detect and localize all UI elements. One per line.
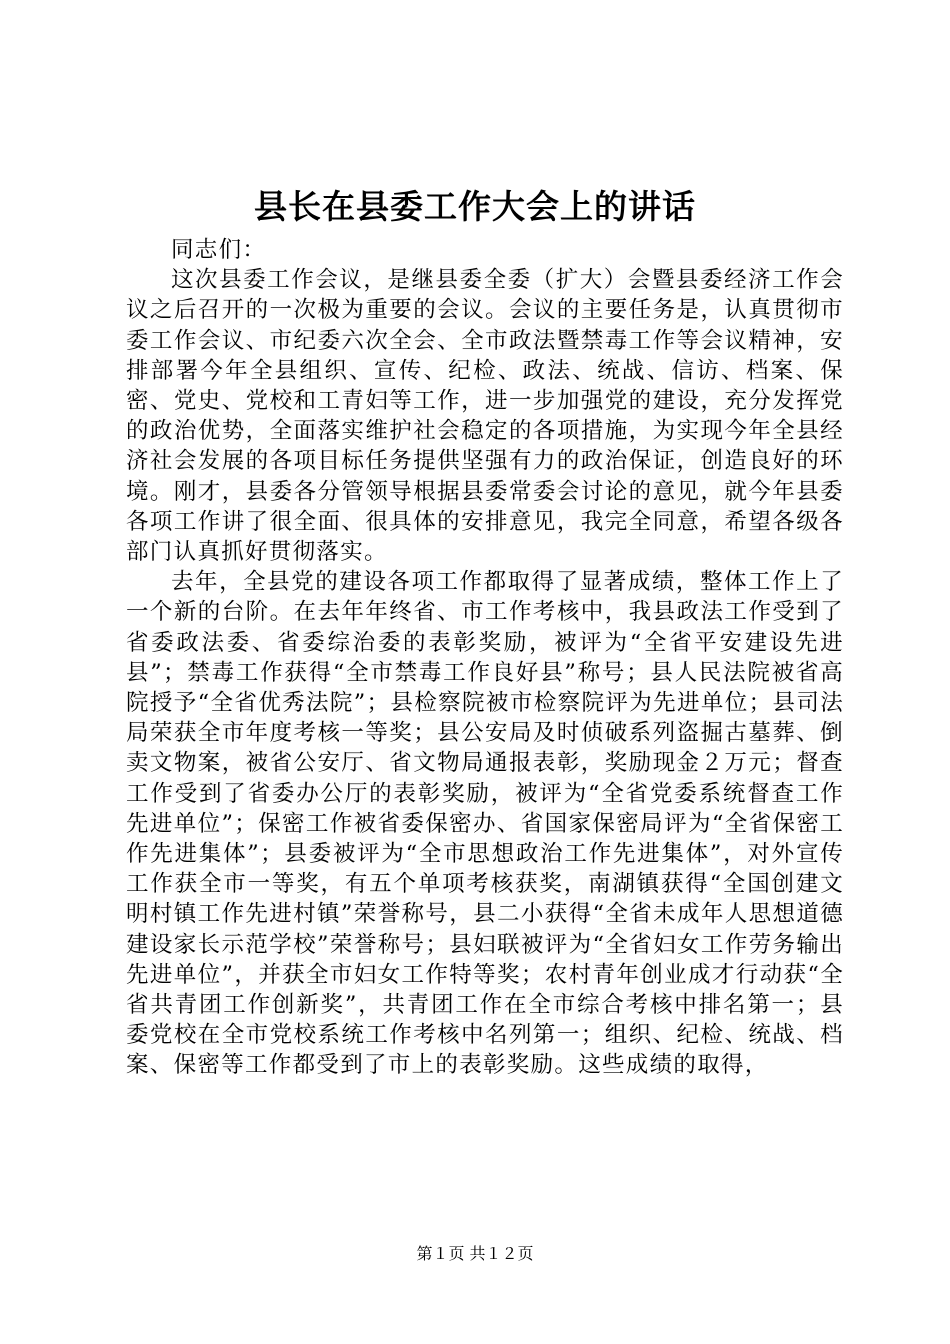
document-title: 县长在县委工作大会上的讲话 xyxy=(254,187,696,226)
salutation-paragraph: 同志们： xyxy=(171,237,267,263)
document-body xyxy=(126,235,844,1081)
body-paragraph-2: 去年，全县党的建设各项工作都取得了显著成绩，整体工作上了一个新的台阶。在去年年终省、市工作考核中，我县政法工作受到了省委政法委、省委综治委的表彰奖励，被评为“全省平安建设先进县”；禁毒工作获得“全市禁毒工作良好县”称号；县人民法院被省高院授予“全省优秀法院”；县检察院被市检察院评为先进单位；县司法局荣获全市年度考核一等奖；县公安局及时侦破系列盗掘古墓葬、倒卖文物案，被省公安厅、省文物局通报表彰，奖励现金２万元；督查工作受到了省委办公厅的表彰奖励，被评为“全省党委系统督查工作先进单位”；保密工作被省委保密办、省国家保密局评为“全省保密工作先进集体”；县委被评为“全市思想政治工作先进集体”，对外宣传工作获全市一等奖，有五个单项考核获奖，南湖镇获得“全国创建文明村镇工作先进村镇”荣誉称号，县二小获得“全省未成年人思想道德建设家长示范学校”荣誉称号；县妇联被评为“全省妇女工作劳务输出先进单位”，并获全市妇女工作特等奖；农村青年创业成才行动获“全省共青团工作创新奖”，共青团工作在全市综合考核中排名第一；县委党校在全市党校系统工作考核中名列第一；组织、纪检、统战、档案、保密等工作都受到了市上的表彰奖励。这些成绩的取得， xyxy=(126,569,844,1079)
page-number-footer: 第１页 共１２页 xyxy=(416,1244,534,1263)
body-paragraph-1: 这次县委工作会议，是继县委全委（扩大）会暨县委经济工作会议之后召开的一次极为重要的会议。会议的主要任务是，认真贯彻市委工作会议、市纪委六次全会、全市政法暨禁毒工作等会议精神，安排部署今年全县组织、宣传、纪检、政法、统战、信访、档案、保密、党史、党校和工青妇等工作，进一步加强党的建设，充分发挥党的政治优势，全面落实维护社会稳定的各项措施，为实现今年全县经济社会发展的各项目标任务提供坚强有力的政治保证，创造良好的环境。刚才，县委各分管领导根据县委常委会讨论的意见，就今年县委各项工作讲了很全面、很具体的安排意见，我完全同意，希望各级各部门认真抓好贯彻落实。 xyxy=(126,267,844,566)
